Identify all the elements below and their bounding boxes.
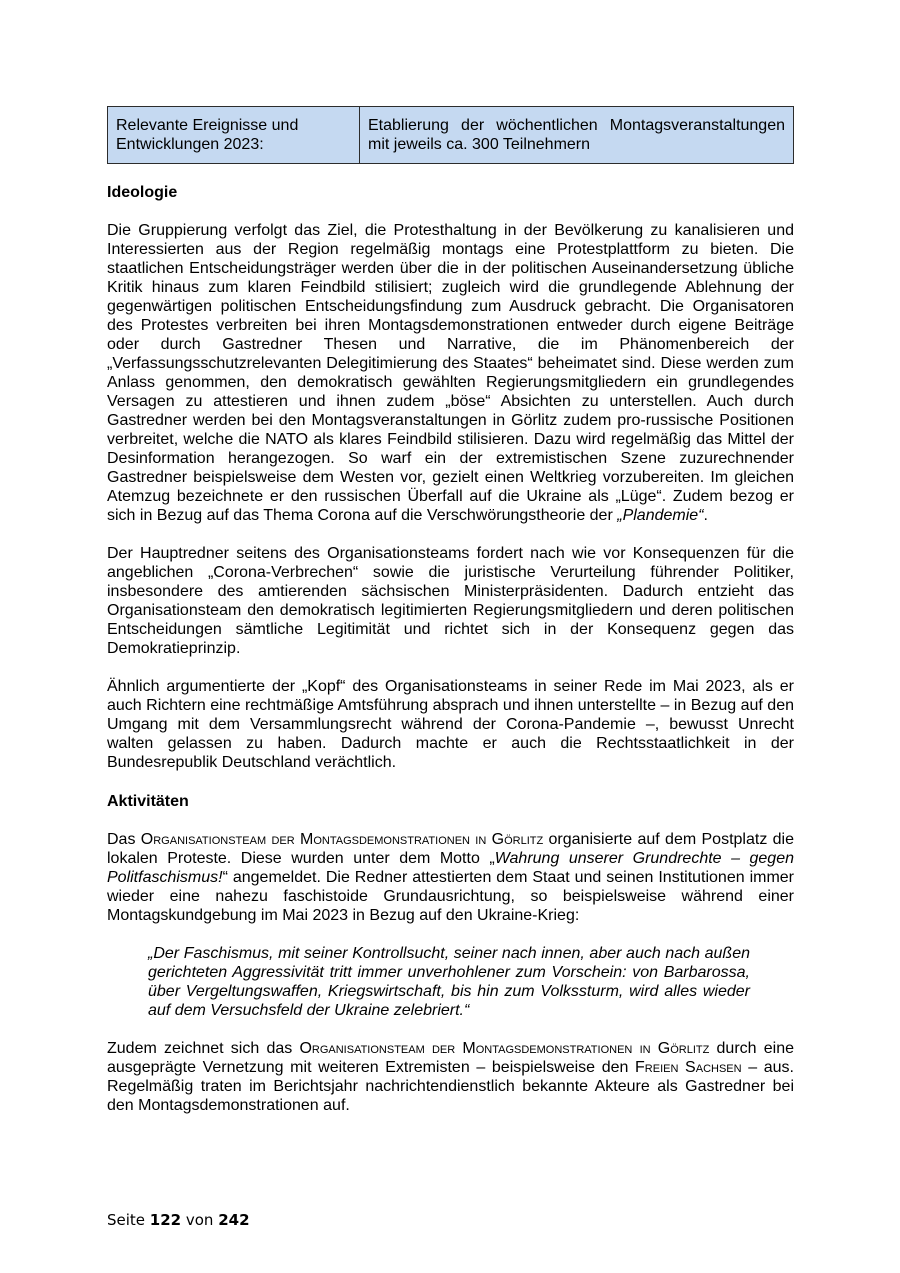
org-name: Organisationsteam der Montagsdemonstrationen in Görlitz (140, 831, 544, 848)
quote-block: „Der Faschismus, mit seiner Kontrollsucht, seiner nach innen, aber auch nach außen gerichteten Aggressivität tritt immer unverhohlener zum Vorschein: von Barbarossa, über Vergeltungswaffen, Kriegswirtschaft, bis hin zum Volkssturm, wird alles wieder auf dem Versuchsfeld der Ukraine zelebriert.“ (148, 945, 750, 1019)
section-heading-aktivitaeten: Aktivitäten (107, 793, 189, 810)
aktivitaeten-paragraph-1: Das Organisationsteam der Montagsdemonstrationen in Görlitz organisierte auf dem Postplatz die lokalen Proteste. Diese wurden unter dem Motto „Wahrung unserer Grundrechte – gegen Politfaschismus!“ angemeldet. Die Redner attestierten dem Staat und seinen Institutionen immer wieder eine nahezu faschistoide Grundausrichtung, so beispielsweise während einer Montagskundgebung im Mai 2023 in Bezug auf den Ukraine-Krieg: (107, 831, 795, 924)
page-footer: Seite 122 von 242 (107, 1211, 250, 1229)
ideologie-paragraph-1: Die Gruppierung verfolgt das Ziel, die Protesthaltung in der Bevölkerung zu kanalisieren und Interessierten aus der Region regelmäßig montags eine Protestplattform zu bieten. Die staatlichen Entscheidungsträger werden über die in der politischen Auseinandersetzung übliche Kritik hinaus zum klaren Feindbild stilisiert; zugleich wird die grundlegende Ablehnung der gegenwärtigen politischen Entscheidungsfindung zum Ausdruck gebracht. Die Organisatoren des Protestes verbreiten bei ihren Montagsdemonstrationen entweder durch eigene Beiträge oder durch Gastredner Thesen und Narrative, die im Phänomenbereich der „Verfassungsschutzrelevanten Delegitimierung des Staates“ beheimatet sind. Diese werden zum Anlass genommen, den demokratisch gewählten Regierungsmitgliedern ein grundlegendes Versagen zu attestieren und ihnen zudem „böse“ Absichten zu unterstellen. Auch durch Gastredner werden bei den Montagsveranstaltungen in Görlitz zudem pro-russische Positionen verbreitet, welche die NATO als klares Feindbild stilisieren. Dazu wird regelmäßig das Mittel der Desinformation herangezogen. So warf ein der extremistischen Szene zuzurechnender Gastredner beispielsweise dem Westen vor, gezielt einen Weltkrieg vorzubereiten. Im gleichen Atemzug bezeichnete er den russischen Überfall auf die Ukraine als „Lüge“. Zudem bezog er sich in Bezug auf das Thema Corona auf die Verschwörungstheorie der „Plandemie“. (107, 222, 794, 524)
page-content (107, 106, 794, 1115)
ideologie-paragraph-2: Der Hauptredner seitens des Organisationsteams fordert nach wie vor Konsequenzen für die angeblichen „Corona-Verbrechen“ sowie die juristische Verurteilung führender Politiker, insbesondere des amtierenden sächsischen Ministerpräsidenten. Dadurch entzieht das Organisationsteam den demokratisch legitimierten Regierungsmitgliedern und deren politischen Entscheidungen sämtliche Legitimität und richtet sich in der Konsequenz gegen das Demokratieprinzip. (107, 545, 794, 657)
info-table-label: Relevante Ereignisse und Entwicklungen 2023: (108, 107, 360, 164)
page-number: 122 (149, 1211, 182, 1229)
org-name: Organisationsteam der Montagsdemonstrationen in Görlitz (299, 1040, 710, 1057)
page-total: 242 (218, 1211, 250, 1229)
info-table (107, 106, 794, 164)
aktivitaeten-paragraph-2: Zudem zeichnet sich das Organisationsteam der Montagsdemonstrationen in Görlitz durch eine ausgeprägte Vernetzung mit weiteren Extremisten – beispielsweise den Freien Sachsen – aus. Regelmäßig traten im Berichtsjahr nachrichtendienstlich bekannte Akteure als Gastredner bei den Montagsdemonstrationen auf. (107, 1040, 795, 1114)
group-name: Freien Sachsen (635, 1059, 742, 1076)
info-table-value: Etablierung der wöchentlichen Montagsveranstaltungen mit jeweils ca. 300 Teilnehmern (360, 107, 794, 164)
section-heading-ideologie: Ideologie (107, 184, 178, 201)
motto: Wahrung unserer Grundrechte – gegen Politfaschismus! (107, 850, 794, 886)
ideologie-paragraph-3: Ähnlich argumentierte der „Kopf“ des Organisationsteams in seiner Rede im Mai 2023, als er auch Richtern eine rechtmäßige Amtsführung absprach und ihnen unterstellte – in Bezug auf den Umgang mit dem Versammlungsrecht während der Corona-Pandemie –, bewusst Unrecht walten gelassen zu haben. Dadurch machte er auch die Rechtsstaatlichkeit in der Bundesrepublik Deutschland verächtlich. (107, 678, 794, 771)
